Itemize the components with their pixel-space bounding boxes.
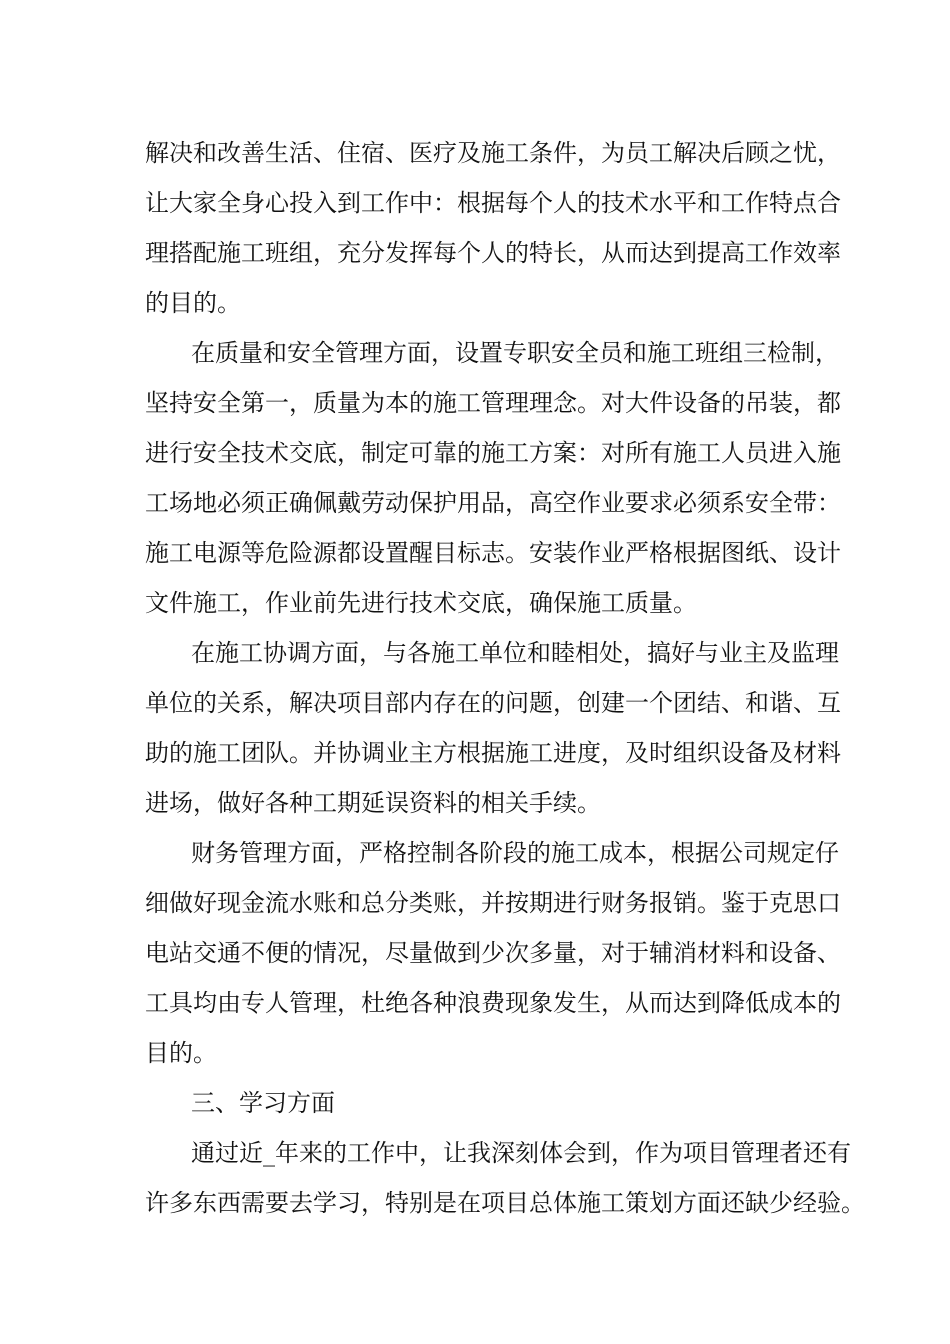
paragraph-first-line: 在施工协调方面，与各施工单位和睦相处，搞好与业主及监理 bbox=[191, 639, 839, 667]
text-line: 进场，做好各种工期延误资料的相关手续。 bbox=[145, 789, 601, 817]
text-line: 解决和改善生活、住宿、医疗及施工条件，为员工解决后顾之忧， bbox=[145, 139, 841, 167]
text-line: 进行安全技术交底，制定可靠的施工方案：对所有施工人员进入施 bbox=[145, 439, 841, 467]
paragraph-first-line: 在质量和安全管理方面，设置专职安全员和施工班组三检制， bbox=[191, 339, 839, 367]
paragraph-first-line: 财务管理方面，严格控制各阶段的施工成本，根据公司规定仔 bbox=[191, 839, 839, 867]
text-line: 工具均由专人管理，杜绝各种浪费现象发生，从而达到降低成本的 bbox=[145, 989, 841, 1017]
paragraph-first-line: 通过近_年来的工作中，让我深刻体会到，作为项目管理者还有 bbox=[191, 1139, 851, 1167]
text-line: 助的施工团队。并协调业主方根据施工进度，及时组织设备及材料 bbox=[145, 739, 841, 767]
section-heading: 三、学习方面 bbox=[191, 1089, 335, 1117]
text-line: 施工电源等危险源都设置醒目标志。安装作业严格根据图纸、设计 bbox=[145, 539, 841, 567]
text-line: 理搭配施工班组，充分发挥每个人的特长，从而达到提高工作效率 bbox=[145, 239, 841, 267]
text-line: 目的。 bbox=[145, 1039, 217, 1067]
text-line: 的目的。 bbox=[145, 289, 241, 317]
text-line: 工场地必须正确佩戴劳动保护用品，高空作业要求必须系安全带： bbox=[145, 489, 841, 517]
text-line: 细做好现金流水账和总分类账，并按期进行财务报销。鉴于克思口 bbox=[145, 889, 841, 917]
document-body bbox=[145, 128, 865, 1228]
text-line: 许多东西需要去学习，特别是在项目总体施工策划方面还缺少经验。 bbox=[145, 1189, 865, 1217]
text-line: 坚持安全第一，质量为本的施工管理理念。对大件设备的吊装，都 bbox=[145, 389, 841, 417]
text-line: 单位的关系，解决项目部内存在的问题，创建一个团结、和谐、互 bbox=[145, 689, 841, 717]
text-line: 让大家全身心投入到工作中：根据每个人的技术水平和工作特点合 bbox=[145, 189, 841, 217]
text-line: 文件施工，作业前先进行技术交底，确保施工质量。 bbox=[145, 589, 697, 617]
text-line: 电站交通不便的情况，尽量做到少次多量，对于辅消材料和设备、 bbox=[145, 939, 841, 967]
